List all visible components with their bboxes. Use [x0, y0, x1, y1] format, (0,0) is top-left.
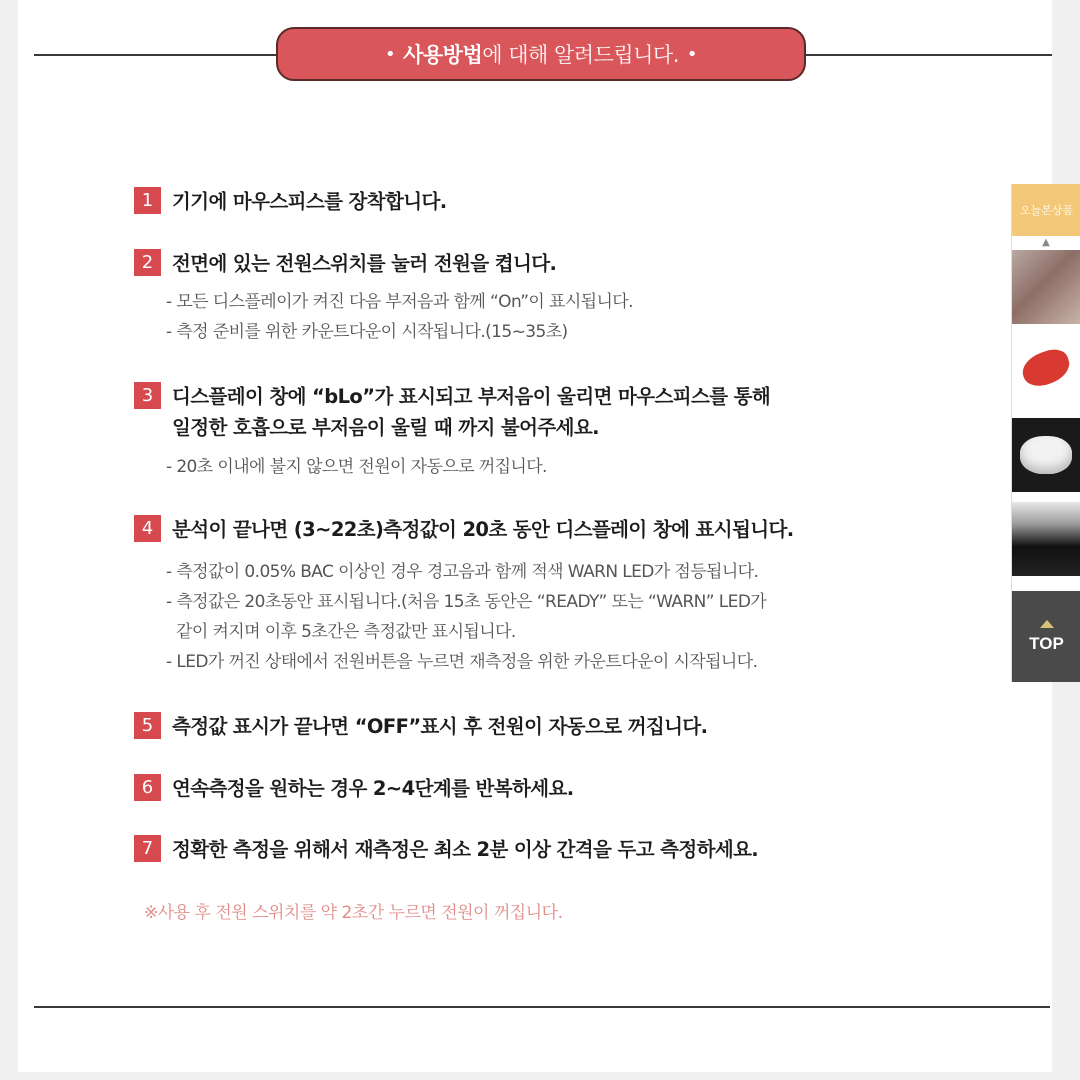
product-thumbnail-2[interactable]	[1012, 334, 1080, 408]
header-title-bold: 사용방법	[403, 43, 483, 67]
recently-viewed-heading[interactable]: 오늘본상품	[1012, 184, 1080, 236]
step-title: 전면에 있는 전원스위치를 눌러 전원을 켭니다.	[172, 252, 557, 275]
step-title: 정확한 측정을 위해서 재측정은 최소 2분 이상 간격을 두고 측정하세요.	[172, 838, 759, 861]
bottom-divider	[34, 1006, 1050, 1008]
scroll-up-arrow-icon[interactable]: ▲	[1042, 237, 1050, 248]
step-7	[134, 834, 1034, 865]
step-number-badge: 7	[134, 835, 161, 862]
step-title: 디스플레이 창에 “bLo”가 표시되고 부저음이 울리면 마우스피스를 통해	[172, 385, 771, 408]
step-1	[134, 186, 1034, 217]
header-title-rest: 에 대해 알려드립니다.	[482, 43, 679, 67]
step-detail: - 모든 디스플레이가 켜진 다음 부저음과 함께 “On”이 표시됩니다.	[166, 292, 633, 312]
step-detail: - 측정 준비를 위한 카운트다운이 시작됩니다.(15~35초)	[166, 322, 568, 342]
step-2	[134, 248, 1034, 347]
step-number-badge: 4	[134, 515, 161, 542]
header-bullet-right: •	[686, 43, 697, 65]
step-title-line-2: 일정한 호흡으로 부저음이 울릴 때 까지 불어주세요.	[172, 416, 599, 439]
instruction-panel	[18, 0, 1052, 1072]
top-button-label: TOP	[1029, 633, 1064, 653]
step-number-badge: 3	[134, 382, 161, 409]
usage-note: ※사용 후 전원 스위치를 약 2초간 누르면 전원이 꺼집니다.	[144, 903, 563, 923]
step-number-badge: 5	[134, 712, 161, 739]
step-detail: - 측정값이 0.05% BAC 이상인 경우 경고음과 함께 적색 WARN LED가 점등됩니다.	[166, 562, 759, 582]
step-number-badge: 6	[134, 774, 161, 801]
step-detail: 같이 켜지며 이후 5초간은 측정값만 표시됩니다.	[176, 622, 516, 642]
product-thumbnail-3[interactable]	[1012, 418, 1080, 492]
step-detail: - 측정값은 20초동안 표시됩니다.(처음 15초 동안은 “READY” 또는 “WARN” LED가	[166, 592, 767, 612]
section-header	[276, 27, 806, 81]
step-6	[134, 773, 1034, 804]
step-number-badge: 2	[134, 249, 161, 276]
caret-up-icon	[1040, 620, 1054, 628]
step-4	[134, 514, 1034, 677]
recently-viewed-widget	[1011, 184, 1080, 682]
step-title: 측정값 표시가 끝나면 “OFF”표시 후 전원이 자동으로 꺼집니다.	[172, 715, 708, 738]
product-thumbnail-4[interactable]	[1012, 502, 1080, 576]
header-bullet-left: •	[384, 43, 396, 65]
step-title: 연속측정을 원하는 경우 2~4단계를 반복하세요.	[172, 777, 574, 800]
step-title: 기기에 마우스피스를 장착합니다.	[172, 190, 447, 213]
product-thumbnail-1[interactable]	[1012, 250, 1080, 324]
step-number-badge: 1	[134, 187, 161, 214]
step-detail: - LED가 꺼진 상태에서 전원버튼을 누르면 재측정을 위한 카운트다운이 시작됩니다.	[166, 652, 758, 672]
step-5	[134, 711, 1034, 742]
step-title: 분석이 끝나면 (3~22초)측정값이 20초 동안 디스플레이 창에 표시됩니다.	[172, 518, 794, 541]
scroll-to-top-button[interactable]	[1012, 591, 1080, 682]
step-detail: - 20초 이내에 불지 않으면 전원이 자동으로 꺼집니다.	[166, 457, 547, 477]
step-3	[134, 381, 1034, 482]
